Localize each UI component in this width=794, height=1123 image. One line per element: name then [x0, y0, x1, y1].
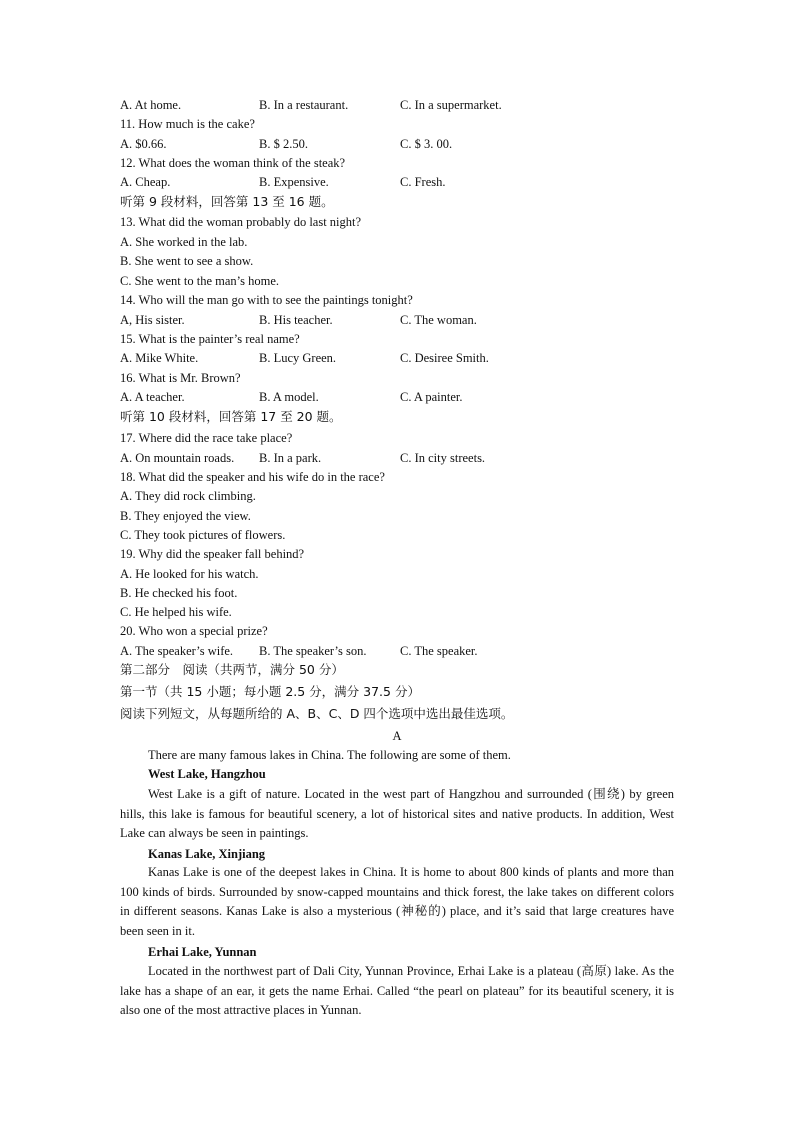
answer-option: B. Expensive.	[259, 175, 329, 189]
question-text: C. He helped his wife.	[120, 605, 232, 619]
answer-option: B. In a park.	[259, 451, 322, 465]
answer-option: B. The speaker’s son.	[259, 644, 367, 658]
question-text: C. They took pictures of flowers.	[120, 528, 286, 542]
question-text: 19. Why did the speaker fall behind?	[120, 547, 305, 561]
answer-option: A, His sister.	[120, 313, 185, 327]
section-instruction: 阅读下列短文，从每题所给的 A、B、C、D 四个选项中选出最佳选项。	[120, 706, 514, 721]
passage-intro: There are many famous lakes in China. The following are some of them.	[148, 748, 511, 762]
answer-option: A. Mike White.	[120, 351, 199, 365]
answer-option: B. Lucy Green.	[259, 351, 337, 365]
question-text: A. She worked in the lab.	[120, 235, 248, 249]
question-text: 14. Who will the man go with to see the paintings tonight?	[120, 293, 413, 307]
question-text: 11. How much is the cake?	[120, 117, 255, 131]
section-instruction: 听第 9 段材料，回答第 13 至 16 题。	[120, 194, 334, 209]
answer-option: B. A model.	[259, 390, 319, 404]
answer-option: A. The speaker’s wife.	[120, 644, 234, 658]
answer-option: C. Desiree Smith.	[400, 351, 489, 365]
answer-option: B. $ 2.50.	[259, 137, 308, 151]
answer-option: C. The speaker.	[400, 644, 478, 658]
answer-option: A. At home.	[120, 98, 182, 112]
question-text: A. He looked for his watch.	[120, 567, 259, 581]
answer-option: C. Fresh.	[400, 175, 446, 189]
answer-option: A. A teacher.	[120, 390, 185, 404]
answer-option: B. In a restaurant.	[259, 98, 349, 112]
question-text: B. They enjoyed the view.	[120, 509, 251, 523]
answer-option: B. His teacher.	[259, 313, 333, 327]
section-body-kanas-lake: Kanas Lake is one of the deepest lakes in China. It is home to about 800 kinds of plants and more than 100 kinds of birds. Surrounded by snow-capped mountains and thick forest, the lake takes on different colors in different seasons. Kanas Lake is also a mysterious (神秘的) place, and it’s said that large creatures have been seen in it.	[120, 865, 674, 938]
question-text: A. They did rock climbing.	[120, 489, 256, 503]
answer-option: C. The woman.	[400, 313, 477, 327]
answer-option: A. $0.66.	[120, 137, 167, 151]
question-text: 20. Who won a special prize?	[120, 624, 268, 638]
answer-option: C. $ 3. 00.	[400, 137, 453, 151]
answer-option: A. On mountain roads.	[120, 451, 235, 465]
section-instruction: 第一节（共 15 小题；每小题 2.5 分，满分 37.5 分）	[120, 684, 420, 699]
question-text: 18. What did the speaker and his wife do in the race?	[120, 470, 385, 484]
question-text: 15. What is the painter’s real name?	[120, 332, 300, 346]
section-body-west-lake: West Lake is a gift of nature. Located in the west part of Hangzhou and surrounded (围绕) by green hills, this lake is famous for beautiful scenery, a lot of historical sites and native products. In addition, West Lake can always be seen in paintings.	[120, 787, 674, 841]
question-text: B. She went to see a show.	[120, 254, 254, 268]
section-instruction: 第二部分 阅读（共两节，满分 50 分）	[120, 662, 344, 677]
question-text: 13. What did the woman probably do last night?	[120, 215, 362, 229]
question-text: B. He checked his foot.	[120, 586, 238, 600]
section-instruction: 听第 10 段材料，回答第 17 至 20 题。	[120, 409, 342, 424]
section-heading-erhai-lake: Erhai Lake, Yunnan	[148, 945, 257, 959]
section-heading-kanas-lake: Kanas Lake, Xinjiang	[148, 847, 266, 861]
answer-option: A. Cheap.	[120, 175, 171, 189]
answer-option: C. A painter.	[400, 390, 463, 404]
question-text: C. She went to the man’s home.	[120, 274, 280, 288]
section-heading-west-lake: West Lake, Hangzhou	[148, 767, 266, 781]
question-text: 12. What does the woman think of the steak?	[120, 156, 346, 170]
section-body-erhai-lake: Located in the northwest part of Dali City, Yunnan Province, Erhai Lake is a plateau (高原) lake. As the lake has a shape of an ear, it gets the name Erhai. Called “the pearl on plateau” for its beautiful scenery, it is also one of the most attractive places in Yunnan.	[120, 964, 674, 1018]
passage-label: A	[392, 729, 402, 743]
answer-option: C. In a supermarket.	[400, 98, 502, 112]
question-text: 17. Where did the race take place?	[120, 431, 293, 445]
question-text: 16. What is Mr. Brown?	[120, 371, 241, 385]
answer-option: C. In city streets.	[400, 451, 486, 465]
